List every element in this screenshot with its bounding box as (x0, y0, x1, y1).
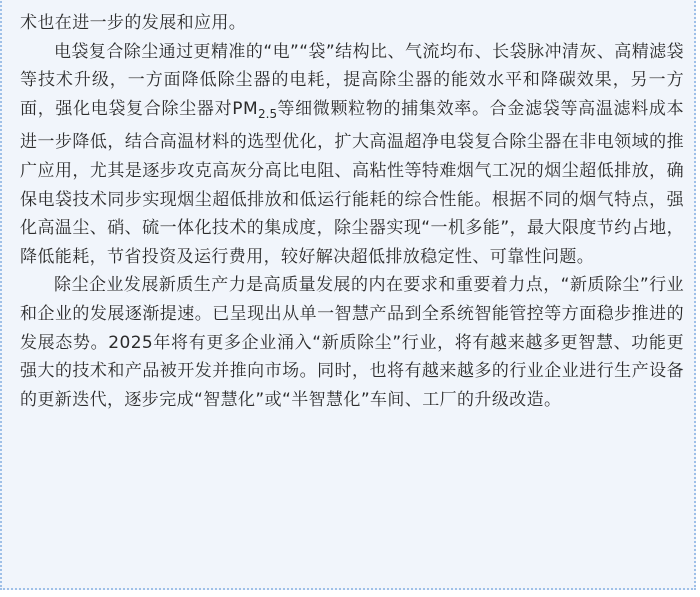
article-body (20, 9, 684, 414)
paragraph-2-text-after: 等细微颗粒物的捕集效率。合金滤袋等高温滤料成本进一步降低，结合高温材料的选型优化，扩大高温超净电袋复合除尘器在非电领域的推广应用，尤其是逐步攻克高灰分高比电阻、高粘性等特难烟气工况的烟尘超低排放，确保电袋技术同步实现烟尘超低排放和低运行能耗的综合性能。根据不同的烟气特点，强化高温尘、硝、硫一体化技术的集成度，除尘器实现“一机多能”，最大限度节约占地，降低能耗，节省投资及运行费用，较好解决超低排放稳定性、可靠性问题。 (20, 98, 684, 267)
paragraph-2-text-before: 电袋复合除尘通过更精准的“电”“袋”结构比、气流均布、长袋脉冲清灰、高精滤袋等技术升级，一方面降低除尘器的电耗，提高除尘器的能效水平和降碳效果，另一方面，强化电袋复合除尘器对PM (20, 41, 684, 119)
paragraph-2 (20, 38, 684, 272)
pm-subscript: 2.5 (258, 106, 278, 121)
paragraph-1: 术也在进一步的发展和应用。 (20, 13, 247, 33)
paragraph-3: 除尘企业发展新质生产力是高质量发展的内在要求和重要着力点，“新质除尘”行业和企业的发展逐渐提速。已呈现出从单一智慧产品到全系统智能管控等方面稳步推进的发展态势。2025年将有更多企业涌入“新质除尘”行业，将有越来越多更智慧、功能更强大的技术和产品被开发并推向市场。同时，也将有越来越多的行业企业进行生产设备的更新迭代，逐步完成“智慧化”或“半智慧化”车间、工厂的升级改造。 (20, 275, 684, 410)
